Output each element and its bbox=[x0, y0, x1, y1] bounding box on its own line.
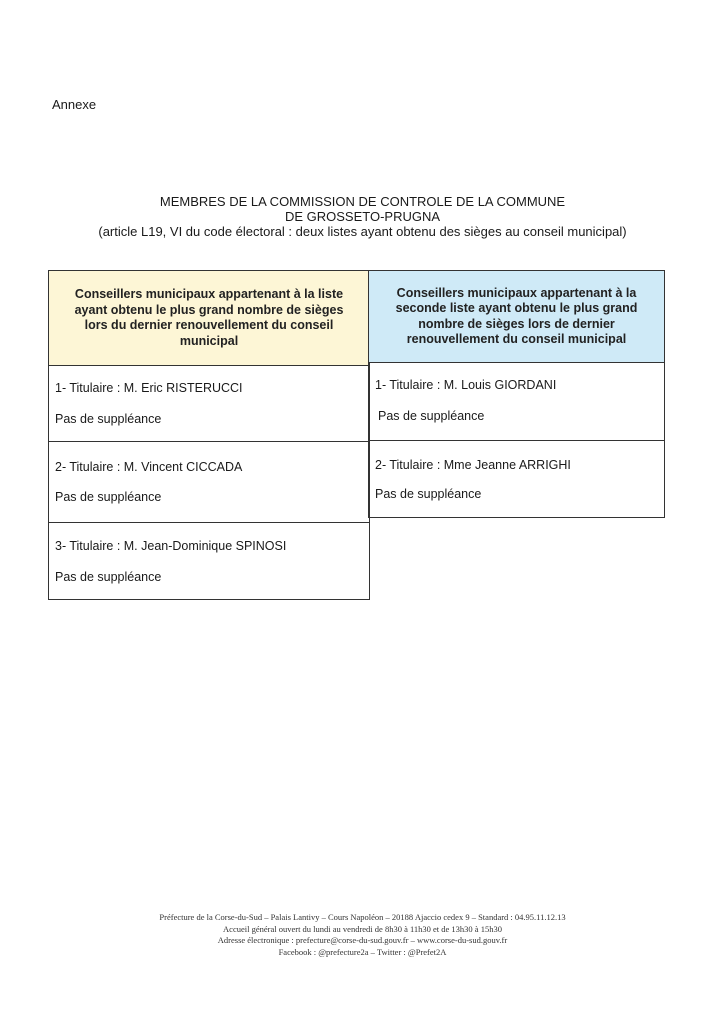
suppleance-text: Pas de suppléance bbox=[375, 487, 482, 501]
footer-social: Facebook : @prefecture2a – Twitter : @Prefet2A bbox=[278, 946, 447, 957]
right-header-line: Conseillers municipaux appartenant à la bbox=[396, 285, 637, 300]
suppleance-text: Pas de suppléance bbox=[55, 412, 162, 426]
titulaire-text: 1- Titulaire : M. Louis GIORDANI bbox=[375, 378, 557, 392]
title-subtitle: (article L19, VI du code électoral : deux listes ayant obtenu des sièges au conseil municipal) bbox=[98, 224, 627, 239]
suppleance-text: Pas de suppléance bbox=[55, 490, 162, 504]
annexe-label: Annexe bbox=[52, 97, 97, 112]
title-line-1: MEMBRES DE LA COMMISSION DE CONTROLE DE LA COMMUNE bbox=[159, 194, 566, 209]
right-column-header bbox=[368, 270, 665, 363]
titulaire-text: 3- Titulaire : M. Jean-Dominique SPINOSI bbox=[55, 539, 287, 553]
footer-hours: Accueil général ouvert du lundi au vendredi de 8h30 à 11h30 et de 13h30 à 15h30 bbox=[223, 923, 502, 934]
footer-contact: Adresse électronique : prefecture@corse-du-sud.gouv.fr – www.corse-du-sud.gouv.fr bbox=[217, 935, 508, 945]
left-header-line: Conseillers municipaux appartenant à la liste bbox=[74, 287, 344, 301]
left-header-line: ayant obtenu le plus grand nombre de sièges bbox=[74, 302, 344, 317]
left-header-line: municipal bbox=[179, 333, 239, 348]
left-member-row bbox=[48, 366, 370, 442]
left-member-row bbox=[48, 523, 370, 600]
document-title bbox=[0, 194, 725, 239]
title-line-2: DE GROSSETO-PRUGNA bbox=[284, 209, 441, 224]
right-header-line: nombre de sièges lors de dernier bbox=[418, 316, 615, 331]
suppleance-text: Pas de suppléance bbox=[55, 570, 162, 584]
footer-address: Préfecture de la Corse-du-Sud – Palais Lantivy – Cours Napoléon – 20188 Ajaccio cedex 9 – Standard : 04.95.11.12.13 bbox=[159, 912, 566, 922]
titulaire-text: 2- Titulaire : Mme Jeanne ARRIGHI bbox=[375, 458, 571, 472]
titulaire-text: 1- Titulaire : M. Eric RISTERUCCI bbox=[55, 381, 243, 395]
right-member-row bbox=[368, 441, 665, 518]
titulaire-text: 2- Titulaire : M. Vincent CICCADA bbox=[55, 460, 243, 474]
right-member-row bbox=[368, 363, 665, 441]
left-member-row bbox=[48, 442, 370, 523]
right-header-line: seconde liste ayant obtenu le plus grand bbox=[395, 301, 638, 315]
right-header-line: renouvellement du conseil municipal bbox=[406, 332, 627, 346]
prefecture-footer bbox=[0, 912, 725, 958]
left-column-header bbox=[48, 270, 370, 366]
left-header-line: lors du dernier renouvellement du conseil bbox=[84, 318, 334, 332]
suppleance-text: Pas de suppléance bbox=[378, 409, 485, 423]
commission-table bbox=[48, 270, 665, 600]
